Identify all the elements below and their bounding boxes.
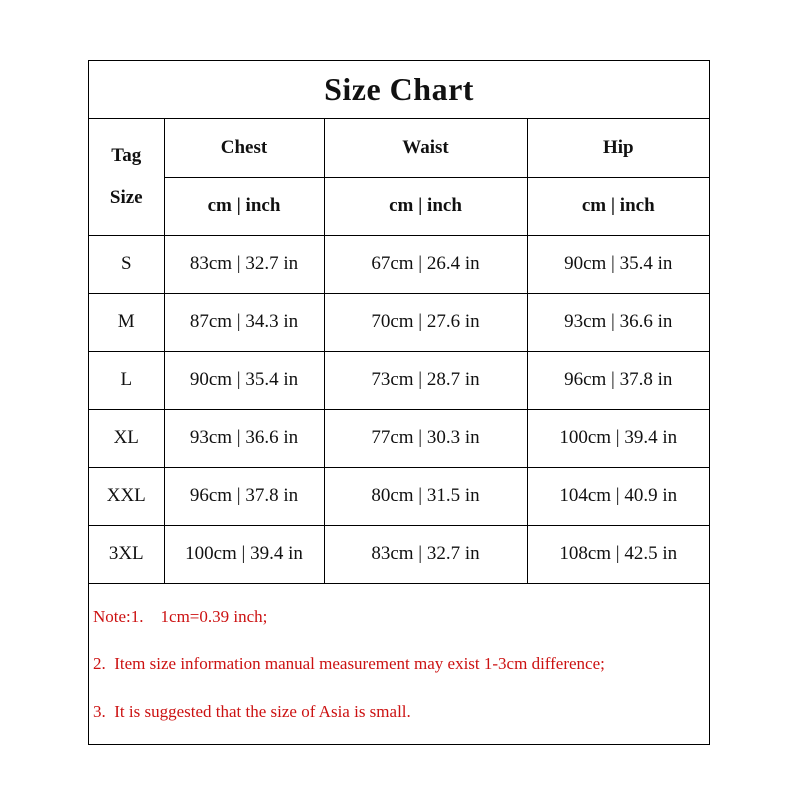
waist-cell: 73cm | 28.7 in (324, 351, 527, 409)
header-row (89, 119, 709, 177)
notes-section (89, 587, 709, 744)
note-line: 3. It is suggested that the size of Asia is small. (93, 702, 411, 721)
note-line: 2. Item size information manual measurement may exist 1-3cm difference; (93, 654, 605, 673)
size-cell: L (89, 351, 164, 409)
unit-row (89, 177, 709, 235)
hip-unit: cm | inch (527, 177, 709, 235)
note-line: Note:1. 1cm=0.39 inch; (93, 607, 268, 626)
tag-label: Tag (111, 144, 142, 166)
size-cell: 3XL (89, 525, 164, 583)
tag-size-header (89, 119, 164, 235)
hip-header: Hip (527, 119, 709, 177)
chest-cell: 87cm | 34.3 in (164, 293, 324, 351)
chart-title: Size Chart (89, 61, 709, 119)
chest-cell: 93cm | 36.6 in (164, 409, 324, 467)
waist-cell: 70cm | 27.6 in (324, 293, 527, 351)
waist-header: Waist (324, 119, 527, 177)
size-cell: M (89, 293, 164, 351)
waist-cell: 83cm | 32.7 in (324, 525, 527, 583)
hip-cell: 96cm | 37.8 in (527, 351, 709, 409)
size-table (89, 119, 709, 584)
waist-cell: 77cm | 30.3 in (324, 409, 527, 467)
size-chart-frame (88, 60, 710, 745)
chest-unit: cm | inch (164, 177, 324, 235)
size-cell: XXL (89, 467, 164, 525)
table-row (89, 525, 709, 583)
chest-cell: 83cm | 32.7 in (164, 235, 324, 293)
hip-cell: 100cm | 39.4 in (527, 409, 709, 467)
size-cell: S (89, 235, 164, 293)
table-row (89, 467, 709, 525)
chest-header: Chest (164, 119, 324, 177)
chest-cell: 90cm | 35.4 in (164, 351, 324, 409)
table-row (89, 293, 709, 351)
waist-unit: cm | inch (324, 177, 527, 235)
waist-cell: 67cm | 26.4 in (324, 235, 527, 293)
hip-cell: 108cm | 42.5 in (527, 525, 709, 583)
table-row (89, 235, 709, 293)
table-row (89, 409, 709, 467)
size-cell: XL (89, 409, 164, 467)
hip-cell: 93cm | 36.6 in (527, 293, 709, 351)
hip-cell: 90cm | 35.4 in (527, 235, 709, 293)
table-row (89, 351, 709, 409)
waist-cell: 80cm | 31.5 in (324, 467, 527, 525)
chest-cell: 100cm | 39.4 in (164, 525, 324, 583)
size-label: Size (109, 186, 143, 208)
chest-cell: 96cm | 37.8 in (164, 467, 324, 525)
hip-cell: 104cm | 40.9 in (527, 467, 709, 525)
